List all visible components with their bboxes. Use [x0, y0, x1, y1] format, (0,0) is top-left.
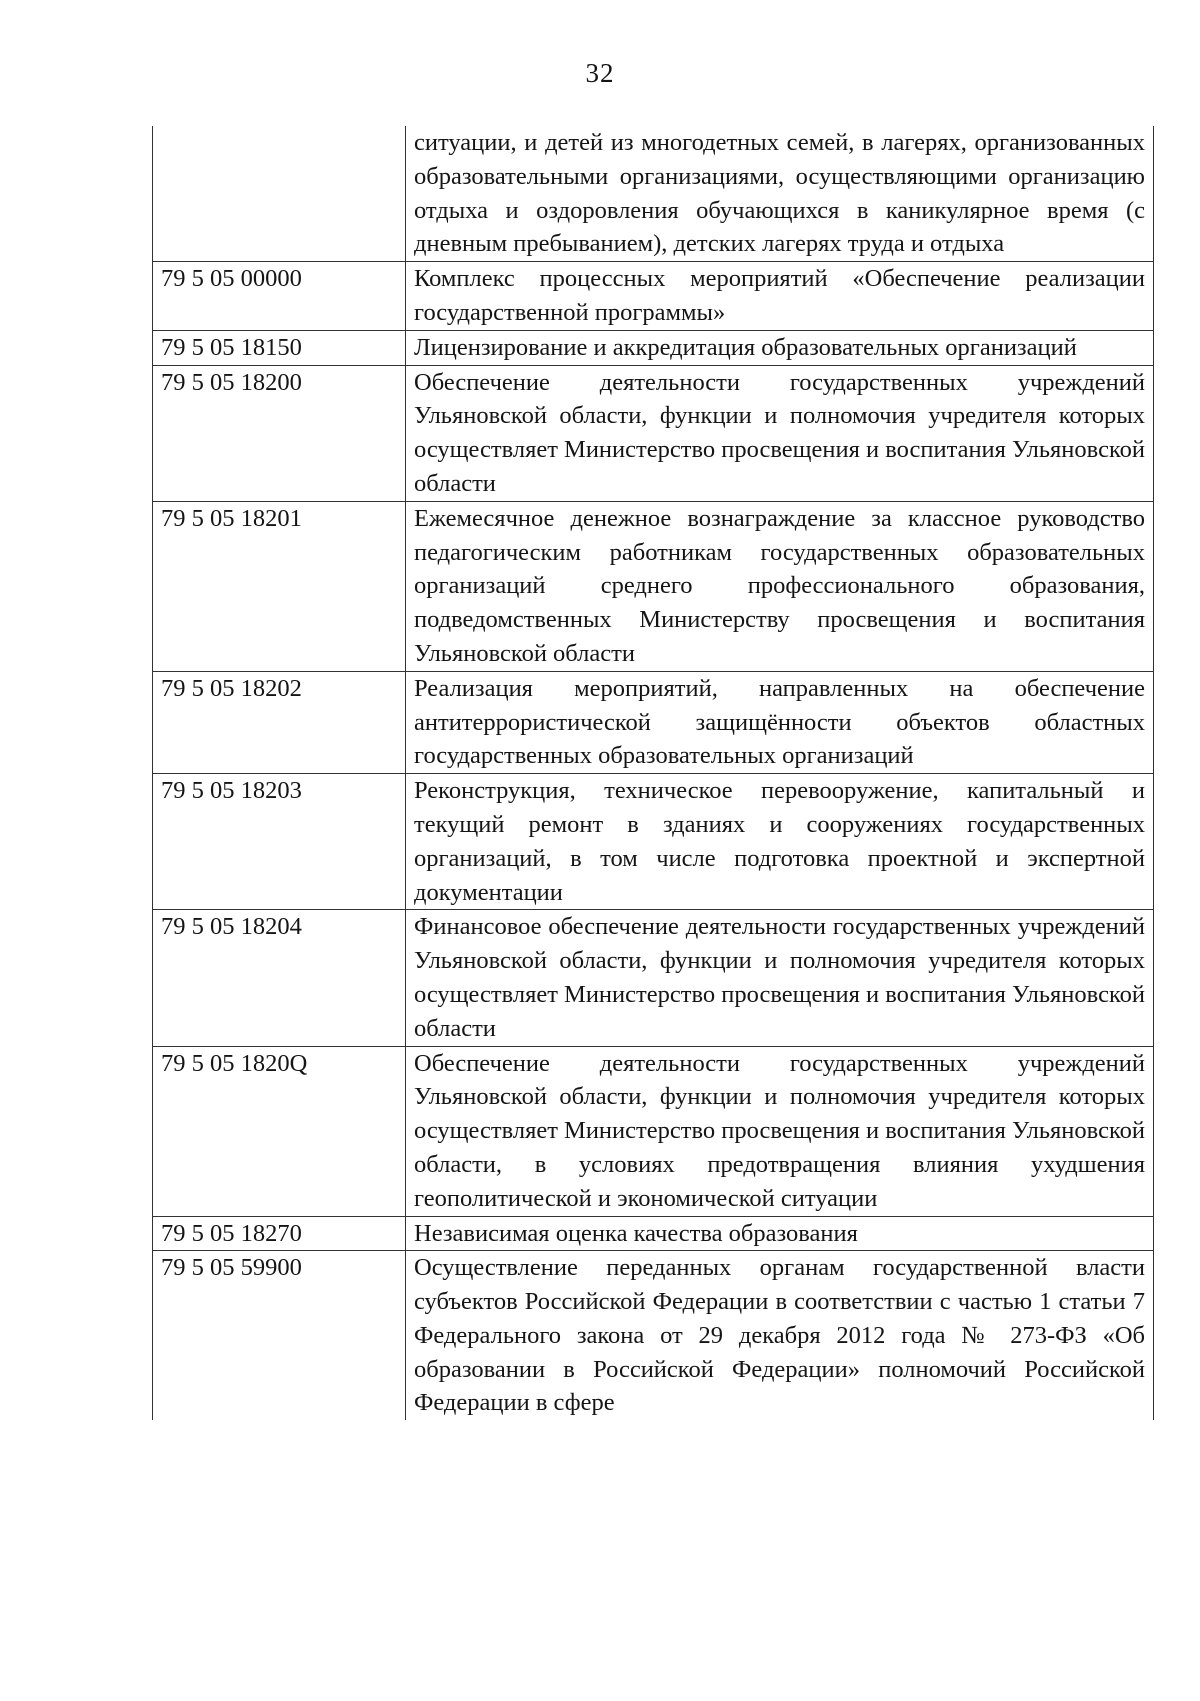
name-cell: Обеспечение деятельности государственных учреждений Ульяновской области, функции и полномочия учредителя которых осуществляет Министерство просвещения и воспитания Ульяновской области, в условиях предотвращения влияния ухудшения геополитической и экономической ситуации — [406, 1046, 1154, 1216]
code-cell: 79 5 05 1820Q — [153, 1046, 406, 1216]
name-cell: Лицензирование и аккредитация образовательных организаций — [406, 330, 1154, 365]
page-number: 32 — [585, 58, 615, 88]
budget-code-table — [152, 126, 1154, 1420]
table-row — [153, 501, 1154, 671]
table-row — [153, 1251, 1154, 1420]
code-cell: 79 5 05 18203 — [153, 774, 406, 910]
table-row — [153, 774, 1154, 910]
code-cell: 79 5 05 18204 — [153, 910, 406, 1046]
name-cell: ситуации, и детей из многодетных семей, в лагерях, организованных образовательными организациями, осуществляющими организацию отдыха и оздоровления обучающихся в каникулярное время (с дневным пребыванием), детских лагерях труда и отдыха — [406, 126, 1154, 262]
name-cell: Независимая оценка качества образования — [406, 1216, 1154, 1251]
name-cell: Обеспечение деятельности государственных учреждений Ульяновской области, функции и полномочия учредителя которых осуществляет Министерство просвещения и воспитания Ульяновской области — [406, 365, 1154, 501]
name-cell: Осуществление переданных органам государственной власти субъектов Российской Федерации в соответствии с частью 1 статьи 7 Федерального закона от 29 декабря 2012 года № 273-ФЗ «Об образовании в Российской Федерации» полномочий Российской Федерации в сфере — [406, 1251, 1154, 1420]
table-row — [153, 1216, 1154, 1251]
name-cell: Реализация мероприятий, направленных на обеспечение антитеррористической защищённости объектов областных государственных образовательных организаций — [406, 671, 1154, 773]
code-cell: 79 5 05 18201 — [153, 501, 406, 671]
table-row — [153, 262, 1154, 331]
table-row — [153, 910, 1154, 1046]
table-row-continuation — [153, 126, 1154, 262]
name-cell: Комплекс процессных мероприятий «Обеспечение реализации государственной программы» — [406, 262, 1154, 331]
code-cell: 79 5 05 18150 — [153, 330, 406, 365]
name-cell: Ежемесячное денежное вознаграждение за классное руководство педагогическим работникам государственных образовательных организаций среднего профессионального образования, подведомственных Министерству просвещения и воспитания Ульяновской области — [406, 501, 1154, 671]
code-cell: 79 5 05 59900 — [153, 1251, 406, 1420]
table-row — [153, 330, 1154, 365]
code-cell-empty — [153, 126, 406, 262]
code-cell: 79 5 05 18200 — [153, 365, 406, 501]
name-cell: Реконструкция, техническое перевооружение, капитальный и текущий ремонт в зданиях и сооружениях государственных организаций, в том числе подготовка проектной и экспертной документации — [406, 774, 1154, 910]
table-row — [153, 671, 1154, 773]
code-cell: 79 5 05 00000 — [153, 262, 406, 331]
table-row — [153, 365, 1154, 501]
name-cell: Финансовое обеспечение деятельности государственных учреждений Ульяновской области, функции и полномочия учредителя которых осуществляет Министерство просвещения и воспитания Ульяновской области — [406, 910, 1154, 1046]
table-row — [153, 1046, 1154, 1216]
code-cell: 79 5 05 18202 — [153, 671, 406, 773]
code-cell: 79 5 05 18270 — [153, 1216, 406, 1251]
